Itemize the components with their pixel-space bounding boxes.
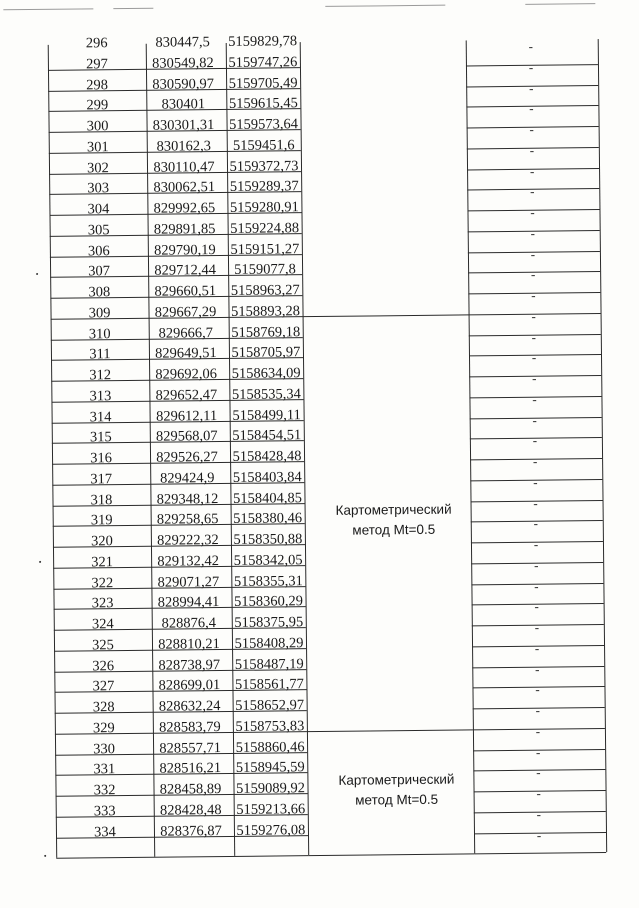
coordinate-x: 828583,79 <box>158 718 221 736</box>
coordinate-x: 829652,47 <box>155 386 218 404</box>
point-number: 320 <box>90 533 113 550</box>
coordinate-x: 829348,12 <box>156 490 219 508</box>
value-dash: - <box>529 163 535 179</box>
scan-artifact <box>3 8 93 10</box>
value-dash: - <box>535 681 540 698</box>
value-dash: - <box>536 827 542 843</box>
point-number: 308 <box>88 284 111 301</box>
point-number: 318 <box>90 491 113 508</box>
coordinate-y: 5158403,84 <box>232 468 302 486</box>
coordinate-x: 830062,51 <box>153 179 216 196</box>
value-dash: - <box>530 204 535 220</box>
value-dash: - <box>532 412 537 428</box>
point-number: 331 <box>93 761 116 778</box>
point-number: 301 <box>86 138 109 156</box>
coordinate-y: 5158561,77 <box>234 676 304 694</box>
coordinate-y: 5159615,45 <box>228 95 298 113</box>
point-number: 319 <box>90 512 113 529</box>
coordinate-y: 5159573,64 <box>229 116 299 133</box>
coordinate-x: 828376,87 <box>160 822 222 840</box>
value-dash: - <box>531 329 537 345</box>
coordinate-y: 5158769,18 <box>231 323 301 341</box>
coordinate-y: 5159213,66 <box>236 800 306 818</box>
coordinate-x: 829666,7 <box>158 324 214 342</box>
value-dash: - <box>528 80 534 96</box>
coordinate-y: 5159829,78 <box>228 33 298 50</box>
scan-artifact <box>525 3 595 5</box>
scan-speck <box>44 855 46 857</box>
column-rule <box>598 39 608 852</box>
coordinate-y: 5159077,8 <box>234 261 296 279</box>
point-number: 330 <box>93 740 116 757</box>
value-dash: - <box>536 785 541 801</box>
coordinate-y: 5159089,92 <box>235 780 306 797</box>
coordinate-y: 5158499,11 <box>232 406 301 424</box>
coordinate-y: 5158893,28 <box>230 302 301 320</box>
value-dash: - <box>535 723 541 739</box>
coordinate-y: 5158355,31 <box>233 572 303 590</box>
coordinate-x: 829660,51 <box>154 283 217 300</box>
coordinate-x: 830110,47 <box>153 158 215 176</box>
coordinate-y: 5159289,37 <box>229 178 299 196</box>
point-number: 296 <box>85 35 108 52</box>
coordinate-x: 828516,21 <box>159 760 222 777</box>
method-label: Картометрический метод Mt=0.5 <box>335 501 452 538</box>
coordinate-x: 829891,85 <box>153 220 216 238</box>
value-dash: - <box>536 764 541 780</box>
coordinate-y: 5158860,46 <box>235 738 305 756</box>
coordinate-y: 5158428,48 <box>232 448 302 465</box>
point-number: 323 <box>91 595 114 612</box>
point-number: 306 <box>87 242 110 259</box>
coordinate-x: 829132,42 <box>157 552 220 570</box>
coordinate-x: 829649,51 <box>155 345 217 362</box>
value-dash: - <box>530 266 536 283</box>
coordinate-y: 5158945,59 <box>235 759 305 777</box>
point-number: 324 <box>91 616 114 633</box>
value-dash: - <box>528 38 534 54</box>
coordinate-y: 5159224,88 <box>230 219 300 237</box>
coordinate-y: 5159276,08 <box>236 821 306 839</box>
value-dash: - <box>534 619 540 635</box>
value-dash: - <box>533 536 539 552</box>
value-dash: - <box>532 391 537 407</box>
coordinate-x: 828632,24 <box>158 698 221 715</box>
value-dash: - <box>535 702 540 718</box>
coordinate-y: 5159280,91 <box>229 199 299 216</box>
value-dash: - <box>535 744 541 760</box>
value-dash: - <box>533 557 539 573</box>
coordinate-x: 829526,27 <box>156 449 218 466</box>
value-dash: - <box>534 598 539 615</box>
value-dash: - <box>535 661 540 677</box>
scan-speck <box>36 273 38 275</box>
method-label: Картометрический метод Mt=0.5 <box>338 771 455 808</box>
coordinate-y: 5158652,97 <box>235 697 305 714</box>
coordinate-x: 828810,21 <box>158 635 220 653</box>
coordinate-x: 830549,82 <box>152 54 214 72</box>
coordinate-x: 828738,97 <box>158 656 221 674</box>
point-number: 328 <box>92 699 115 716</box>
coordinate-x: 829790,19 <box>153 241 216 259</box>
coordinate-x: 829612,11 <box>155 407 218 425</box>
value-dash: - <box>528 59 534 75</box>
scan-artifact <box>113 8 153 9</box>
point-number: 326 <box>92 657 115 674</box>
value-dash: - <box>534 578 539 594</box>
group-rule <box>307 729 473 732</box>
coordinate-y: 5159151,27 <box>230 240 300 258</box>
value-dash: - <box>532 453 538 469</box>
group-rule <box>308 854 474 857</box>
coordinate-y: 5158705,97 <box>231 344 301 362</box>
point-number: 327 <box>92 678 115 695</box>
coordinate-x: 828876,4 <box>161 615 217 632</box>
point-number: 316 <box>90 450 113 467</box>
point-number: 332 <box>93 782 116 799</box>
coordinate-x: 828458,89 <box>159 781 222 798</box>
coordinate-y: 5158535,34 <box>231 385 301 403</box>
coordinate-y: 5159451,6 <box>232 136 295 154</box>
coordinate-y: 5158360,29 <box>234 593 304 611</box>
scan-speck <box>39 561 41 563</box>
coordinate-y: 5158408,29 <box>234 634 304 652</box>
coordinate-y: 5158380,46 <box>233 510 303 528</box>
point-number: 299 <box>86 97 109 114</box>
coordinate-x: 830447,5 <box>155 34 210 51</box>
point-number: 303 <box>87 180 110 197</box>
point-number: 329 <box>92 719 115 737</box>
coordinate-y: 5158404,85 <box>232 489 302 507</box>
coordinate-y: 5158454,51 <box>232 427 302 445</box>
point-number: 298 <box>86 76 109 93</box>
coordinate-x: 829692,06 <box>155 366 218 383</box>
coordinate-y: 5159705,49 <box>228 74 298 92</box>
coordinate-y: 5158350,88 <box>233 531 303 548</box>
point-number: 302 <box>87 159 109 176</box>
value-dash: - <box>529 100 534 117</box>
point-number: 309 <box>88 304 111 322</box>
group-rule <box>303 314 469 317</box>
point-number: 322 <box>91 574 114 591</box>
point-number: 312 <box>89 367 112 384</box>
value-dash: - <box>533 495 538 511</box>
value-dash: - <box>533 474 538 490</box>
value-dash: - <box>530 246 536 262</box>
value-dash: - <box>534 640 540 656</box>
point-number: 313 <box>89 387 112 405</box>
coordinate-y: 5158342,05 <box>233 551 303 569</box>
coordinate-y: 5159372,73 <box>229 157 299 175</box>
value-dash: - <box>536 806 542 822</box>
coordinate-x: 830590,97 <box>152 75 215 93</box>
value-dash: - <box>531 287 536 303</box>
coordinate-x: 829424,9 <box>159 469 215 487</box>
value-dash: - <box>531 349 537 366</box>
coordinate-y: 5158963,27 <box>230 282 300 299</box>
point-number: 307 <box>88 263 111 280</box>
coordinate-x: 829667,29 <box>154 303 217 321</box>
point-number: 300 <box>86 118 109 135</box>
point-number: 310 <box>88 325 111 342</box>
coordinate-x: 829222,32 <box>157 532 219 549</box>
value-dash: - <box>529 142 535 158</box>
value-dash: - <box>530 183 535 200</box>
scan-artifact <box>325 5 445 7</box>
coordinate-x: 829712,44 <box>154 262 216 279</box>
coordinate-y: 5159747,26 <box>228 53 298 71</box>
point-number: 317 <box>90 470 113 488</box>
point-number: 304 <box>87 201 110 218</box>
coordinate-y: 5158375,95 <box>234 614 304 631</box>
point-number: 325 <box>92 636 114 654</box>
coordinate-x: 830401 <box>161 96 206 113</box>
coordinate-x: 830162,3 <box>156 137 212 155</box>
value-dash: - <box>529 121 534 137</box>
coordinate-x: 829992,65 <box>153 200 216 217</box>
coordinate-y: 5158753,83 <box>235 717 305 735</box>
point-number: 315 <box>89 429 112 446</box>
coordinate-y: 5158634,09 <box>231 365 301 382</box>
value-dash: - <box>531 308 536 324</box>
point-number: 305 <box>87 221 110 239</box>
coordinate-x: 829071,27 <box>157 573 220 591</box>
point-number: 314 <box>89 408 112 425</box>
coordinate-x: 828428,48 <box>159 801 222 819</box>
point-number: 297 <box>85 55 108 73</box>
point-number: 311 <box>89 346 111 363</box>
coordinate-x: 829568,07 <box>155 428 218 445</box>
coordinate-x: 829258,65 <box>156 511 219 528</box>
point-number: 334 <box>94 823 116 840</box>
coordinate-y: 5158487,19 <box>234 655 304 673</box>
value-dash: - <box>531 370 537 386</box>
point-number: 333 <box>93 802 116 820</box>
value-dash: - <box>532 432 538 449</box>
coordinate-x: 828557,71 <box>159 739 221 757</box>
value-dash: - <box>533 515 539 532</box>
coordinate-x: 828994,41 <box>157 594 220 611</box>
value-dash: - <box>530 225 535 241</box>
point-number: 321 <box>91 553 114 571</box>
coordinate-x: 828699,01 <box>158 677 221 694</box>
coordinate-x: 830301,31 <box>152 117 215 134</box>
row-rule <box>474 852 606 854</box>
row-rule <box>56 855 308 859</box>
column-rule <box>466 40 476 853</box>
